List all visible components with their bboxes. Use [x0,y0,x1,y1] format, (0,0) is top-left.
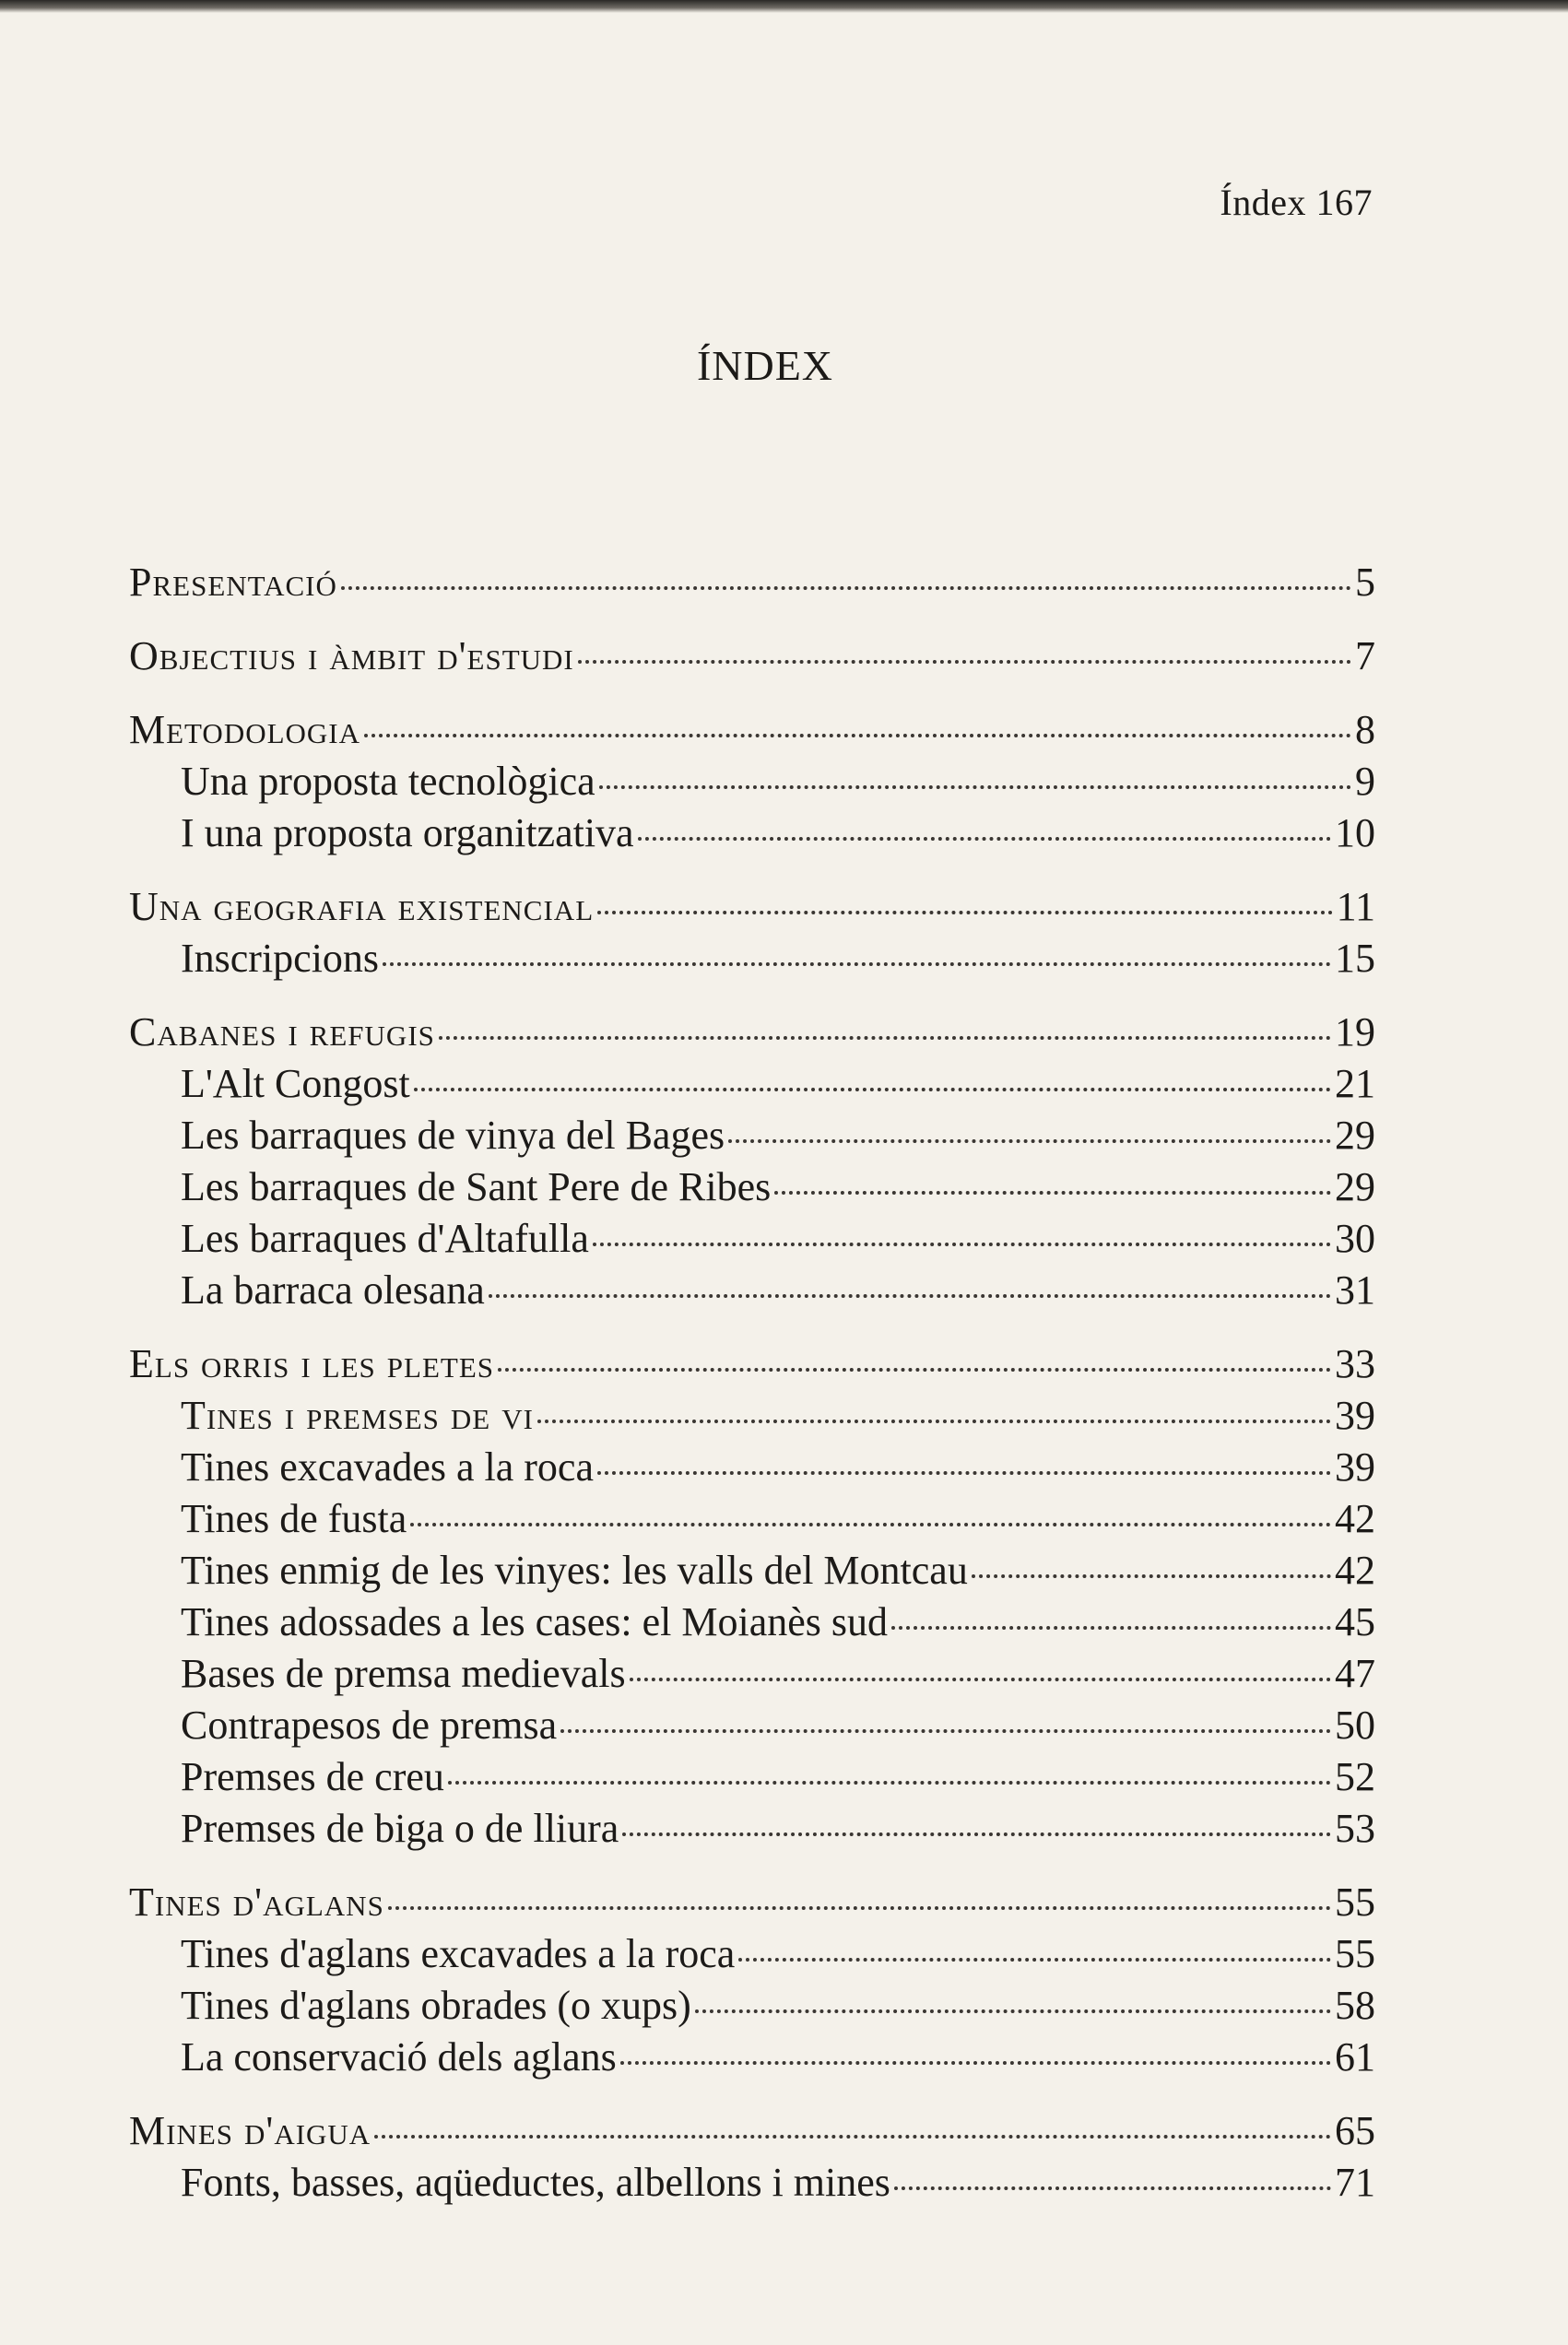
toc-entry-title: Els orris i les pletes [129,1341,495,1386]
toc-subentry [129,1493,1375,1545]
toc-page-number: 39 [1335,1444,1375,1490]
toc-chapter-entry [129,1877,1375,1928]
toc-entry-title: Presentació [129,560,337,605]
toc-subentry [129,1110,1375,1161]
toc-entry-title: Una proposta tecnològica [181,759,595,804]
toc-page-number: 29 [1335,1113,1375,1158]
toc-subentry [129,933,1375,984]
dot-leader [498,1368,1331,1372]
toc-entry-title: La barraca olesana [181,1267,485,1313]
toc-subentry [129,1442,1375,1493]
toc-subentry [129,1803,1375,1855]
toc-chapter-entry [129,2105,1375,2157]
toc-subentry [129,1213,1375,1265]
dot-leader [894,2186,1331,2190]
toc-page-number: 29 [1335,1164,1375,1209]
toc-subentry [129,2032,1375,2083]
toc-page-number: 30 [1335,1216,1375,1261]
toc-subentry [129,1597,1375,1648]
toc-entry-title: Bases de premsa medievals [181,1651,626,1696]
toc-page-number: 71 [1335,2160,1375,2205]
dot-leader [972,1574,1331,1578]
toc-chapter-entry [129,630,1375,682]
toc-entry-title: Les barraques de Sant Pere de Ribes [181,1164,772,1209]
toc-chapter-entry [129,1338,1375,1390]
toc-page-number: 61 [1335,2034,1375,2080]
toc-subentry [129,1928,1375,1980]
toc-chapter-entry [129,881,1375,933]
toc-page-number: 5 [1355,560,1375,605]
toc-entry-title: Premses de biga o de lliura [181,1806,619,1851]
toc-page-number: 45 [1335,1599,1375,1644]
dot-leader [560,1729,1331,1733]
toc-subentry [129,807,1375,859]
toc-entry-title: La conservació dels aglans [181,2034,617,2080]
toc-subentry [129,1058,1375,1110]
dot-leader [374,2135,1331,2139]
toc-page-number: 8 [1355,707,1375,752]
page-title: ÍNDEX [696,342,834,389]
toc-page-number: 31 [1335,1267,1375,1313]
toc-subentry [129,1648,1375,1700]
toc-entry-title: Tines d'aglans [129,1880,384,1925]
dot-leader [489,1294,1331,1298]
toc-chapter-entry [129,557,1375,608]
toc-entry-title: Tines de fusta [181,1496,407,1541]
toc-subentry [129,1161,1375,1213]
toc-entry-title: Tines i premses de vi [181,1393,534,1438]
table-of-contents [129,557,1375,2209]
toc-entry-title: Les barraques de vinya del Bages [181,1113,725,1158]
page-top-edge [0,0,1568,13]
toc-chapter-entry [129,1007,1375,1058]
toc-entry-title: L'Alt Congost [181,1061,410,1106]
dot-leader [439,1036,1331,1040]
toc-page-number: 19 [1335,1009,1375,1055]
toc-page-number: 50 [1335,1703,1375,1748]
toc-page-number: 42 [1335,1548,1375,1593]
dot-leader [728,1139,1331,1143]
toc-chapter-entry [129,1390,1375,1442]
toc-chapter-entry [129,704,1375,756]
dot-leader [695,2009,1331,2013]
toc-entry-title: Les barraques d'Altafulla [181,1216,589,1261]
toc-entry-title: Cabanes i refugis [129,1009,435,1055]
dot-leader [578,660,1351,664]
toc-entry-title: Fonts, basses, aqüeductes, albellons i mines [181,2160,890,2205]
toc-entry-title: Tines enmig de les vinyes: les valls del Montcau [181,1548,968,1593]
dot-leader [597,1471,1331,1475]
toc-page-number: 58 [1335,1983,1375,2028]
dot-leader [410,1523,1331,1526]
toc-entry-title: Una geografia existencial [129,884,595,929]
toc-page-number: 42 [1335,1496,1375,1541]
toc-entry-title: Premses de creu [181,1754,444,1799]
toc-page-number: 52 [1335,1754,1375,1799]
dot-leader [383,962,1331,966]
toc-entry-title: Tines adossades a les cases: el Moianès sud [181,1599,889,1644]
toc-entry-title: Objectius i àmbit d'estudi [129,633,574,678]
toc-entry-title: Contrapesos de premsa [181,1703,558,1748]
dot-leader [891,1626,1331,1630]
toc-page-number: 39 [1335,1393,1375,1438]
toc-page-number: 7 [1355,633,1375,678]
toc-entry-title: Tines d'aglans excavades a la roca [181,1931,736,1976]
dot-leader [341,586,1351,590]
dot-leader [537,1420,1331,1423]
dot-leader [388,1906,1331,1910]
toc-subentry [129,1980,1375,2032]
dot-leader [593,1243,1331,1246]
toc-entry-title: Tines d'aglans obrades (o xups) [181,1983,691,2028]
toc-page-number: 11 [1336,884,1375,929]
running-head: Índex 167 [1220,182,1373,223]
dot-leader [597,911,1332,914]
toc-page-number: 53 [1335,1806,1375,1851]
toc-page-number: 47 [1335,1651,1375,1696]
toc-subentry [129,1265,1375,1316]
toc-page-number: 9 [1355,759,1375,804]
dot-leader [774,1191,1331,1195]
dot-leader [599,785,1351,789]
toc-page-number: 21 [1335,1061,1375,1106]
toc-entry-title: Tines excavades a la roca [181,1444,594,1490]
toc-entry-title: Metodologia [129,707,361,752]
toc-entry-title: Inscripcions [181,936,380,981]
toc-subentry [129,1545,1375,1597]
dot-leader [622,1832,1331,1836]
dot-leader [638,837,1331,841]
dot-leader [630,1678,1331,1681]
toc-entry-title: I una proposta organitzativa [181,810,634,855]
toc-page-number: 55 [1335,1931,1375,1976]
dot-leader [448,1781,1331,1785]
dot-leader [738,1958,1331,1962]
toc-subentry [129,1751,1375,1803]
toc-page-number: 10 [1335,810,1375,855]
dot-leader [364,734,1351,737]
toc-page-number: 65 [1335,2108,1375,2153]
toc-subentry [129,2157,1375,2209]
toc-subentry [129,1700,1375,1751]
dot-leader [620,2061,1331,2065]
toc-page-number: 33 [1335,1341,1375,1386]
toc-page-number: 55 [1335,1880,1375,1925]
dot-leader [414,1088,1331,1091]
toc-page-number: 15 [1335,936,1375,981]
toc-entry-title: Mines d'aigua [129,2108,371,2153]
toc-subentry [129,756,1375,807]
